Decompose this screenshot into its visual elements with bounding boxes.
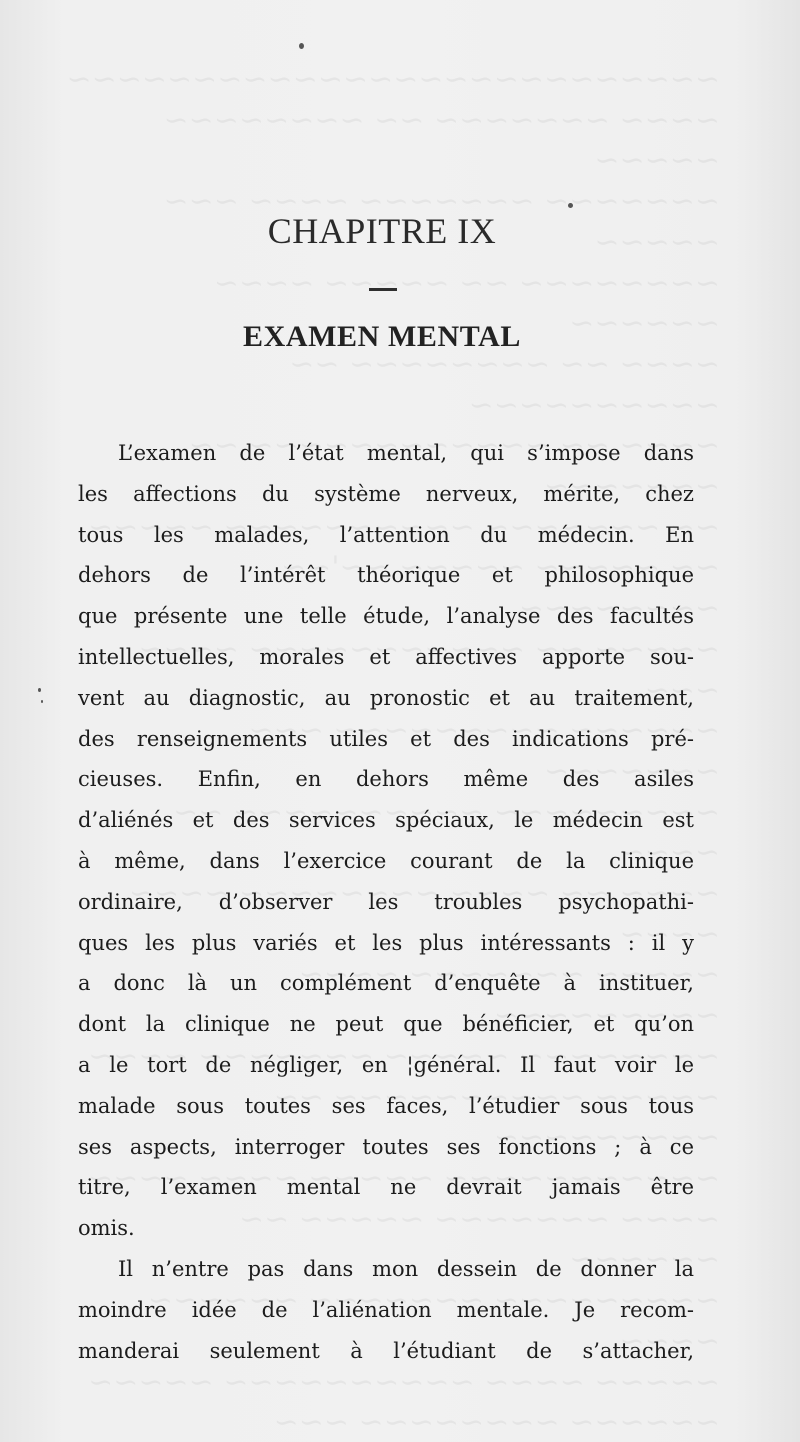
text-line: à même, dans l’exercice courant de la clinique: [78, 848, 694, 873]
text-line: titre, l’examen mental ne devrait jamais être: [78, 1175, 694, 1200]
text-line: dont la clinique ne peut que bénéficier, et qu’on: [78, 1012, 694, 1037]
text-line: dehors de l’intérêt théorique et philosophique: [78, 563, 694, 588]
text-line: omis.: [78, 1216, 135, 1241]
text-line: que présente une telle étude, l’analyse des facultés: [78, 604, 694, 629]
text-line: tous les malades, l’attention du médecin. En: [78, 522, 694, 547]
chapter-title: CHAPITRE IX: [267, 211, 497, 251]
text-line: d’aliénés et des services spéciaux, le médecin est: [78, 808, 694, 833]
text-line: ses aspects, interroger toutes ses fonctions ; à ce: [78, 1134, 694, 1159]
text-line: a donc là un complément d’enquête à instituer,: [78, 971, 694, 996]
text-line: moindre idée de l’aliénation mentale. Je recom-: [78, 1297, 694, 1322]
text-line: ordinaire, d’observer les troubles psychopathi-: [78, 889, 694, 914]
text-line: malade sous toutes ses faces, l’étudier sous tous: [78, 1093, 694, 1118]
text-line: les affections du système nerveux, mérite, chez: [78, 481, 694, 506]
text-line: ques les plus variés et les plus intéressants : il y: [78, 930, 694, 955]
text-line: a le tort de négliger, en ¦général. Il faut voir le: [78, 1052, 694, 1077]
text-line: vent au diagnostic, au pronostic et au traitement,: [78, 685, 694, 710]
text-line: manderai seulement à l’étudiant de s’attacher,: [78, 1338, 694, 1363]
ink-speck: [299, 43, 304, 49]
text-line: cieuses. Enfin, en dehors même des asiles: [78, 767, 694, 792]
text-line: des renseignements utiles et des indications pré-: [78, 726, 694, 751]
ink-speck: [38, 688, 41, 692]
ink-speck: [41, 700, 43, 703]
text-line: L’examen de l’état mental, qui s’impose dans: [118, 441, 694, 465]
ink-speck: [568, 203, 573, 208]
text-line: intellectuelles, morales et affectives apporte sou-: [78, 644, 694, 669]
text-line: Il n’entre pas dans mon dessein de donner la: [118, 1256, 694, 1281]
title-dash-divider: [369, 288, 397, 291]
body-text: [78, 433, 694, 1371]
section-title: EXAMEN MENTAL: [242, 320, 522, 353]
